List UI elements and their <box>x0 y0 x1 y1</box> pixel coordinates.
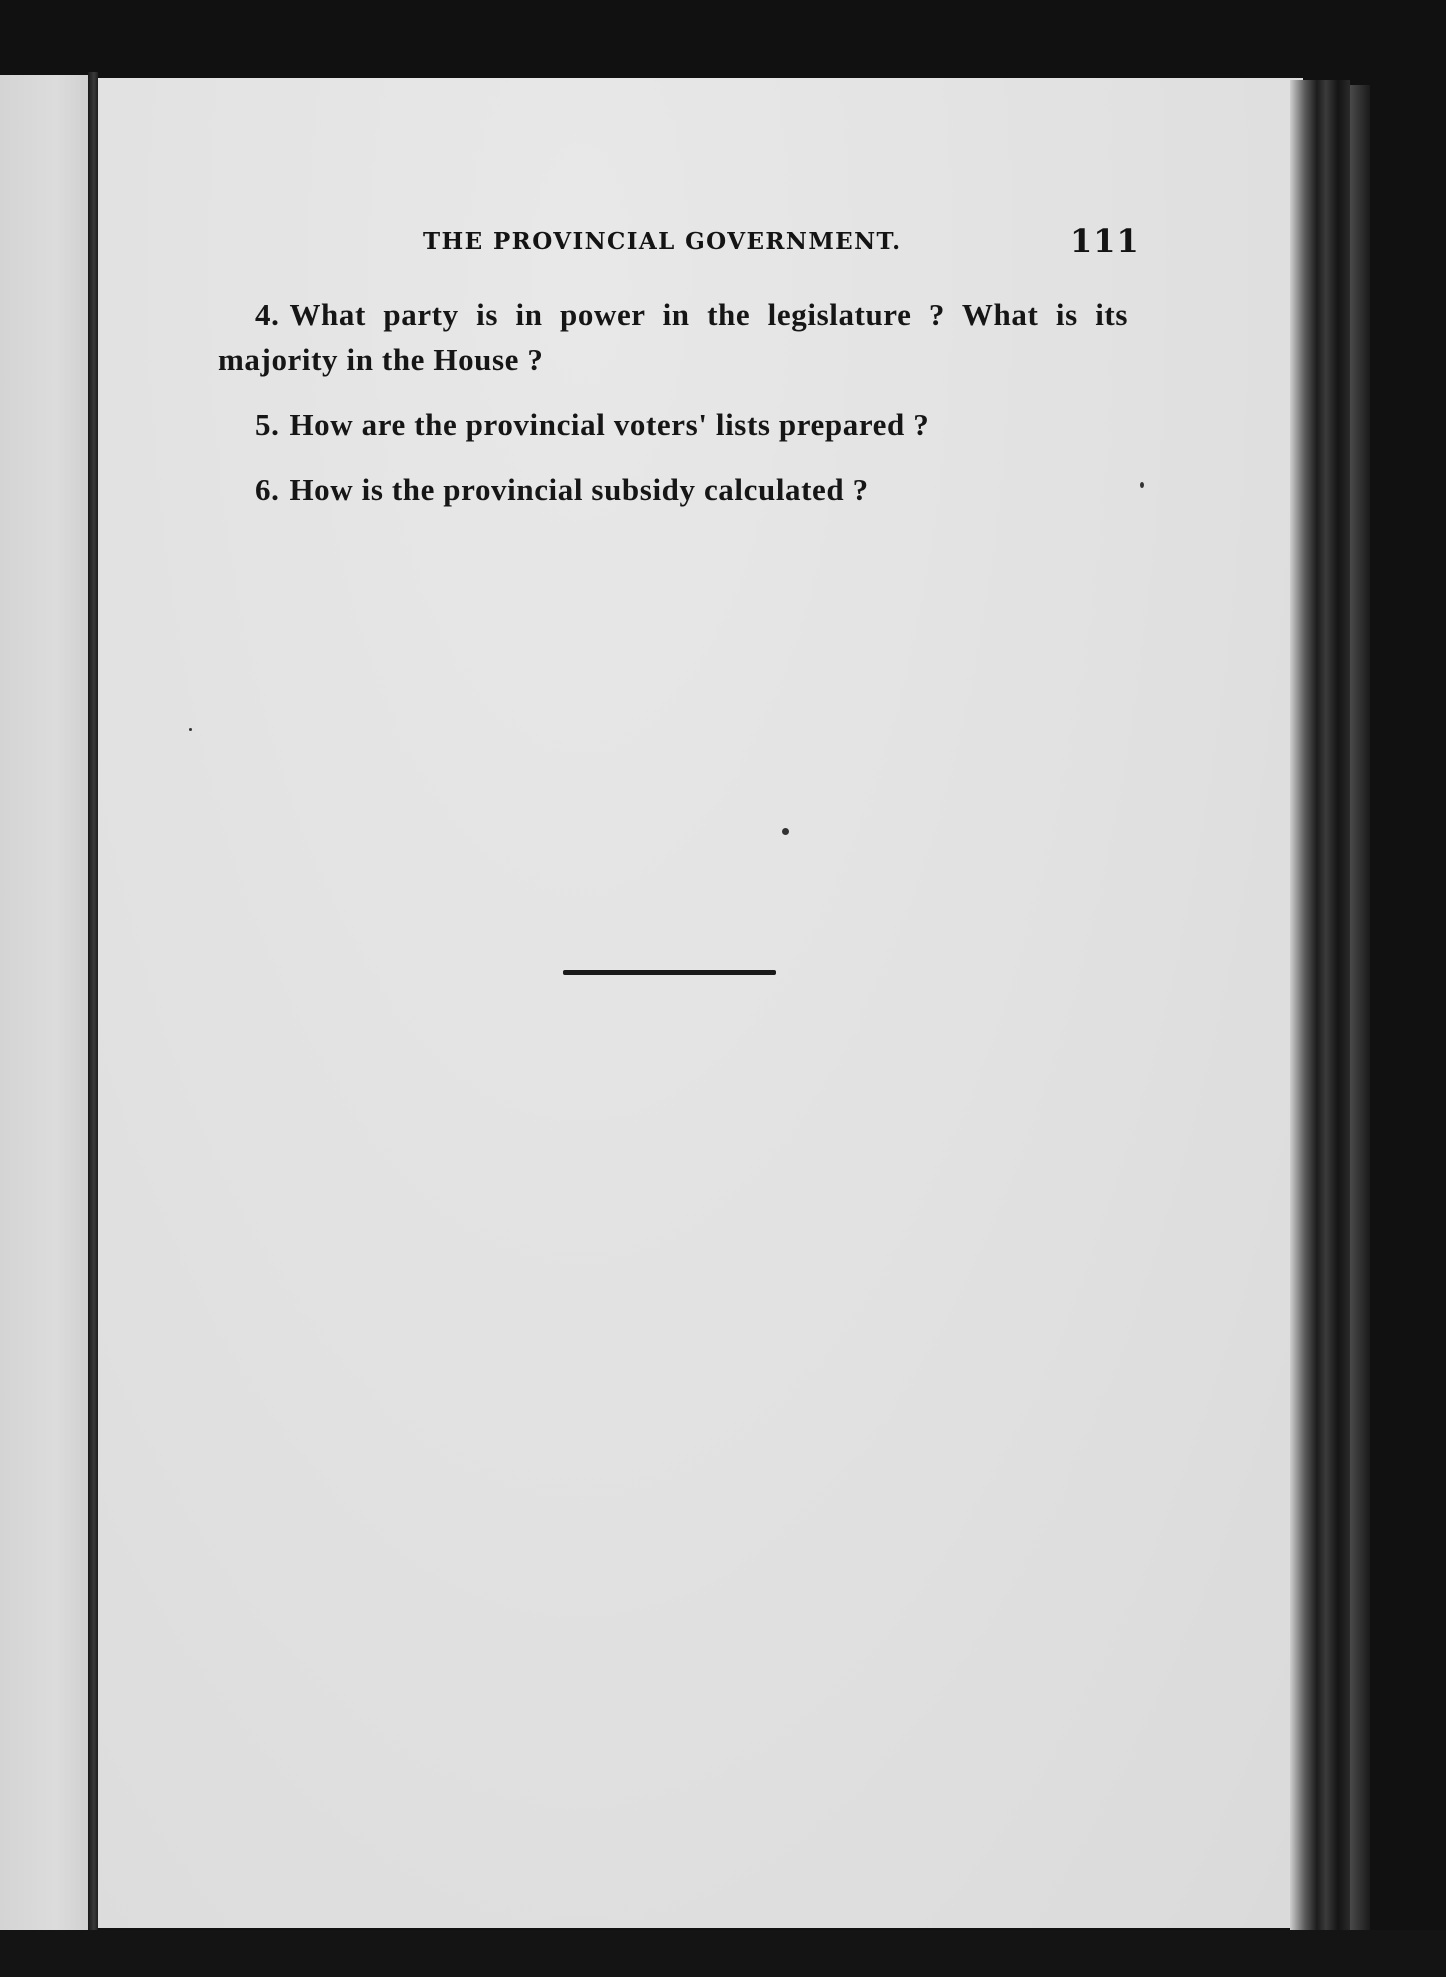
ink-speck <box>782 828 789 835</box>
question-list <box>218 292 1128 532</box>
question-text: What party is in power in the legislature ? What is its majority in the House ? <box>218 297 1128 377</box>
question-number: 5. <box>255 407 280 442</box>
question-text: How are the provincial voters' lists prepared ? <box>289 407 930 442</box>
running-title: THE PROVINCIAL GOVERNMENT. <box>423 228 902 255</box>
page-header <box>423 222 1140 268</box>
question-number: 4. <box>255 297 280 332</box>
scanner-bed <box>0 1930 1446 1977</box>
question-number: 6. <box>255 472 280 507</box>
question-text: How is the provincial subsidy calculated ? <box>289 472 869 507</box>
cover-edge <box>1350 85 1370 1935</box>
question-item <box>218 292 1128 382</box>
ink-speck <box>1140 482 1144 488</box>
book-gutter <box>88 72 98 1932</box>
section-end-rule <box>563 970 776 975</box>
question-item <box>218 467 1128 512</box>
page-edge-shadow <box>1290 80 1350 1940</box>
page-number: 111 <box>1070 222 1140 260</box>
ink-speck <box>189 728 192 731</box>
left-page-fragment <box>0 75 93 1930</box>
question-item <box>218 402 1128 447</box>
